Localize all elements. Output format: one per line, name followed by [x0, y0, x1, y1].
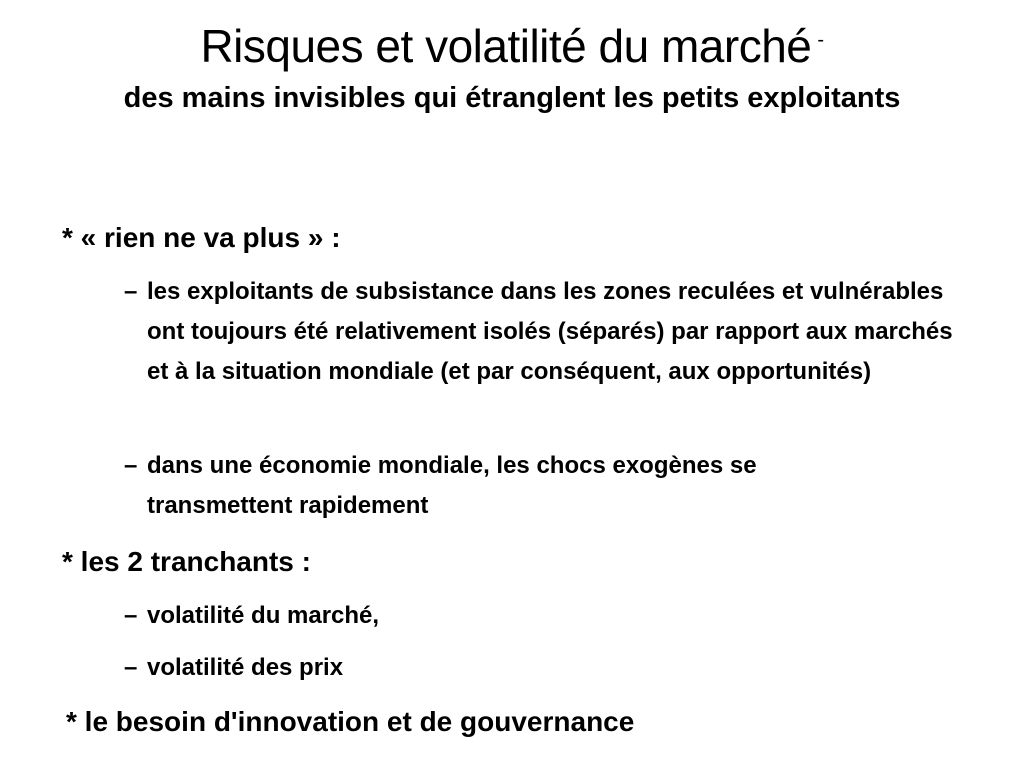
sub-bullet-marker: –: [124, 452, 138, 479]
bullet-level1: * les 2 tranchants :: [62, 546, 311, 577]
title-text: Risques et volatilité du marché: [200, 20, 812, 72]
title-block: [40, 10, 984, 118]
sub-bullet-marker: –: [124, 602, 138, 629]
bullet-level1: * le besoin d'innovation et de gouvernance: [66, 706, 635, 737]
sub-bullet-marker: –: [124, 654, 138, 681]
slide-subtitle: des mains invisibles qui étranglent les petits exploitants: [123, 82, 901, 114]
bullet-level1: * « rien ne va plus » :: [62, 222, 341, 253]
slide-title: [40, 10, 984, 76]
title-dash: -: [817, 29, 824, 51]
sub-bullet-text: dans une économie mondiale, les chocs exogènes se transmettent rapidement: [147, 452, 757, 519]
sub-bullet-text: volatilité des prix: [147, 654, 344, 681]
sub-bullet-text: les exploitants de subsistance dans les zones reculées et vulnérables ont toujours été relativement isolés (séparés) par rapport aux marchés et à la situation mondiale (et par conséquent, aux opportunités): [147, 278, 953, 385]
sub-bullet-marker: –: [124, 278, 138, 305]
sub-bullet-text: volatilité du marché,: [147, 602, 380, 629]
